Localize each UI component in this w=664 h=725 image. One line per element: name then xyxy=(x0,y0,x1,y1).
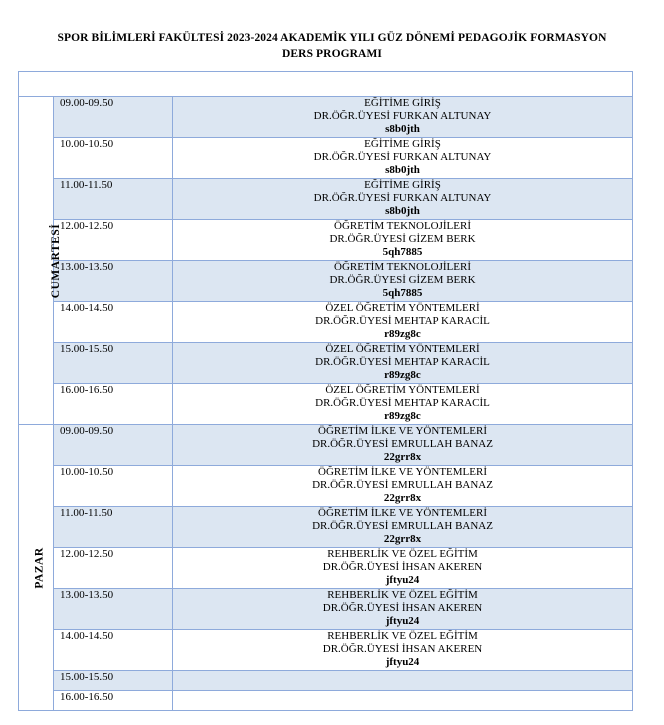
time-cell: 16.00-16.50 xyxy=(54,691,173,711)
time-cell: 16.00-16.50 xyxy=(54,384,173,425)
course-cell xyxy=(173,466,633,507)
course-cell xyxy=(173,138,633,179)
time-cell: 14.00-14.50 xyxy=(54,630,173,671)
class-code: 22grr8x xyxy=(383,451,422,464)
day-label: PAZAR xyxy=(33,546,46,589)
course-cell xyxy=(173,384,633,425)
class-code: jftyu24 xyxy=(385,574,420,587)
instructor-name: DR.ÖĞR.ÜYESİ MEHTAP KARACİL xyxy=(315,356,490,369)
course-name: EĞİTİME GİRİŞ xyxy=(364,179,441,191)
table-row xyxy=(19,138,633,179)
class-code: 22grr8x xyxy=(383,533,422,546)
time-cell: 11.00-11.50 xyxy=(54,179,173,220)
course-name: EĞİTİME GİRİŞ xyxy=(364,97,441,109)
table-header-cell xyxy=(19,72,633,97)
time-cell: 14.00-14.50 xyxy=(54,302,173,343)
course-cell xyxy=(173,220,633,261)
class-code: s8b0jth xyxy=(385,164,420,177)
instructor-name: DR.ÖĞR.ÜYESİ EMRULLAH BANAZ xyxy=(312,438,493,451)
table-header-row xyxy=(19,72,633,97)
time-cell: 09.00-09.50 xyxy=(54,97,173,138)
instructor-name: DR.ÖĞR.ÜYESİ MEHTAP KARACİL xyxy=(315,315,490,328)
time-cell: 09.00-09.50 xyxy=(54,425,173,466)
time-cell: 10.00-10.50 xyxy=(54,138,173,179)
time-cell: 13.00-13.50 xyxy=(54,589,173,630)
class-code: jftyu24 xyxy=(385,656,420,669)
instructor-name: DR.ÖĞR.ÜYESİ İHSAN AKEREN xyxy=(322,643,483,656)
time-cell: 12.00-12.50 xyxy=(54,220,173,261)
title-line-1: SPOR BİLİMLERİ FAKÜLTESİ 2023-2024 AKADEMİK YILI GÜZ DÖNEMİ PEDAGOJİK FORMASYON xyxy=(57,32,607,44)
course-cell xyxy=(173,507,633,548)
course-name: EĞİTİME GİRİŞ xyxy=(364,138,441,150)
class-code: s8b0jth xyxy=(385,205,420,218)
instructor-name: DR.ÖĞR.ÜYESİ İHSAN AKEREN xyxy=(322,561,483,574)
class-code: r89zg8c xyxy=(384,328,421,341)
table-row xyxy=(19,220,633,261)
course-cell xyxy=(173,671,633,691)
instructor-name: DR.ÖĞR.ÜYESİ EMRULLAH BANAZ xyxy=(312,479,493,492)
table-row xyxy=(19,384,633,425)
time-cell: 15.00-15.50 xyxy=(54,343,173,384)
class-code: r89zg8c xyxy=(384,410,421,423)
course-name: REHBERLİK VE ÖZEL EĞİTİM xyxy=(327,548,478,560)
time-cell: 15.00-15.50 xyxy=(54,671,173,691)
course-name: ÖĞRETİM İLKE VE YÖNTEMLERİ xyxy=(318,466,487,478)
instructor-name: DR.ÖĞR.ÜYESİ FURKAN ALTUNAY xyxy=(313,151,492,164)
class-code: jftyu24 xyxy=(385,615,420,628)
course-name: ÖĞRETİM TEKNOLOJİLERİ xyxy=(334,261,471,273)
time-cell: 12.00-12.50 xyxy=(54,548,173,589)
course-cell xyxy=(173,589,633,630)
instructor-name: DR.ÖĞR.ÜYESİ İHSAN AKEREN xyxy=(322,602,483,615)
table-row xyxy=(19,97,633,138)
day-label: CUMARTESİ xyxy=(50,223,63,298)
page-title xyxy=(0,30,664,62)
table-row xyxy=(19,507,633,548)
table-row xyxy=(19,261,633,302)
course-cell xyxy=(173,548,633,589)
course-cell xyxy=(173,302,633,343)
course-cell xyxy=(173,343,633,384)
class-code: 5qh7885 xyxy=(382,287,423,300)
course-name: ÖĞRETİM İLKE VE YÖNTEMLERİ xyxy=(318,425,487,437)
course-cell xyxy=(173,261,633,302)
title-line-2: DERS PROGRAMI xyxy=(281,48,382,60)
schedule-table xyxy=(18,71,633,711)
course-cell xyxy=(173,179,633,220)
class-code: 5qh7885 xyxy=(382,246,423,259)
course-name: ÖZEL ÖĞRETİM YÖNTEMLERİ xyxy=(325,343,480,355)
instructor-name: DR.ÖĞR.ÜYESİ MEHTAP KARACİL xyxy=(315,397,490,410)
table-row xyxy=(19,343,633,384)
table-row xyxy=(19,691,633,711)
day-label-cell xyxy=(19,97,63,425)
day-label-cell xyxy=(19,425,54,711)
table-row xyxy=(19,630,633,671)
table-row xyxy=(19,589,633,630)
instructor-name: DR.ÖĞR.ÜYESİ EMRULLAH BANAZ xyxy=(312,520,493,533)
instructor-name: DR.ÖĞR.ÜYESİ GİZEM BERK xyxy=(329,274,476,287)
instructor-name: DR.ÖĞR.ÜYESİ FURKAN ALTUNAY xyxy=(313,110,492,123)
table-row xyxy=(19,425,633,466)
class-code: r89zg8c xyxy=(384,369,421,382)
course-cell xyxy=(173,691,633,711)
course-name: REHBERLİK VE ÖZEL EĞİTİM xyxy=(327,630,478,642)
course-name: ÖZEL ÖĞRETİM YÖNTEMLERİ xyxy=(325,384,480,396)
course-cell xyxy=(173,97,633,138)
time-cell: 11.00-11.50 xyxy=(54,507,173,548)
course-name: ÖZEL ÖĞRETİM YÖNTEMLERİ xyxy=(325,302,480,314)
course-name: REHBERLİK VE ÖZEL EĞİTİM xyxy=(327,589,478,601)
class-code: s8b0jth xyxy=(385,123,420,136)
time-cell: 13.00-13.50 xyxy=(54,261,173,302)
course-cell xyxy=(173,630,633,671)
table-row xyxy=(19,466,633,507)
table-row xyxy=(19,548,633,589)
table-row xyxy=(19,179,633,220)
course-name: ÖĞRETİM TEKNOLOJİLERİ xyxy=(334,220,471,232)
table-row xyxy=(19,302,633,343)
instructor-name: DR.ÖĞR.ÜYESİ FURKAN ALTUNAY xyxy=(313,192,492,205)
instructor-name: DR.ÖĞR.ÜYESİ GİZEM BERK xyxy=(329,233,476,246)
table-row xyxy=(19,671,633,691)
course-cell xyxy=(173,425,633,466)
course-name: ÖĞRETİM İLKE VE YÖNTEMLERİ xyxy=(318,507,487,519)
class-code: 22grr8x xyxy=(383,492,422,505)
time-cell: 10.00-10.50 xyxy=(54,466,173,507)
